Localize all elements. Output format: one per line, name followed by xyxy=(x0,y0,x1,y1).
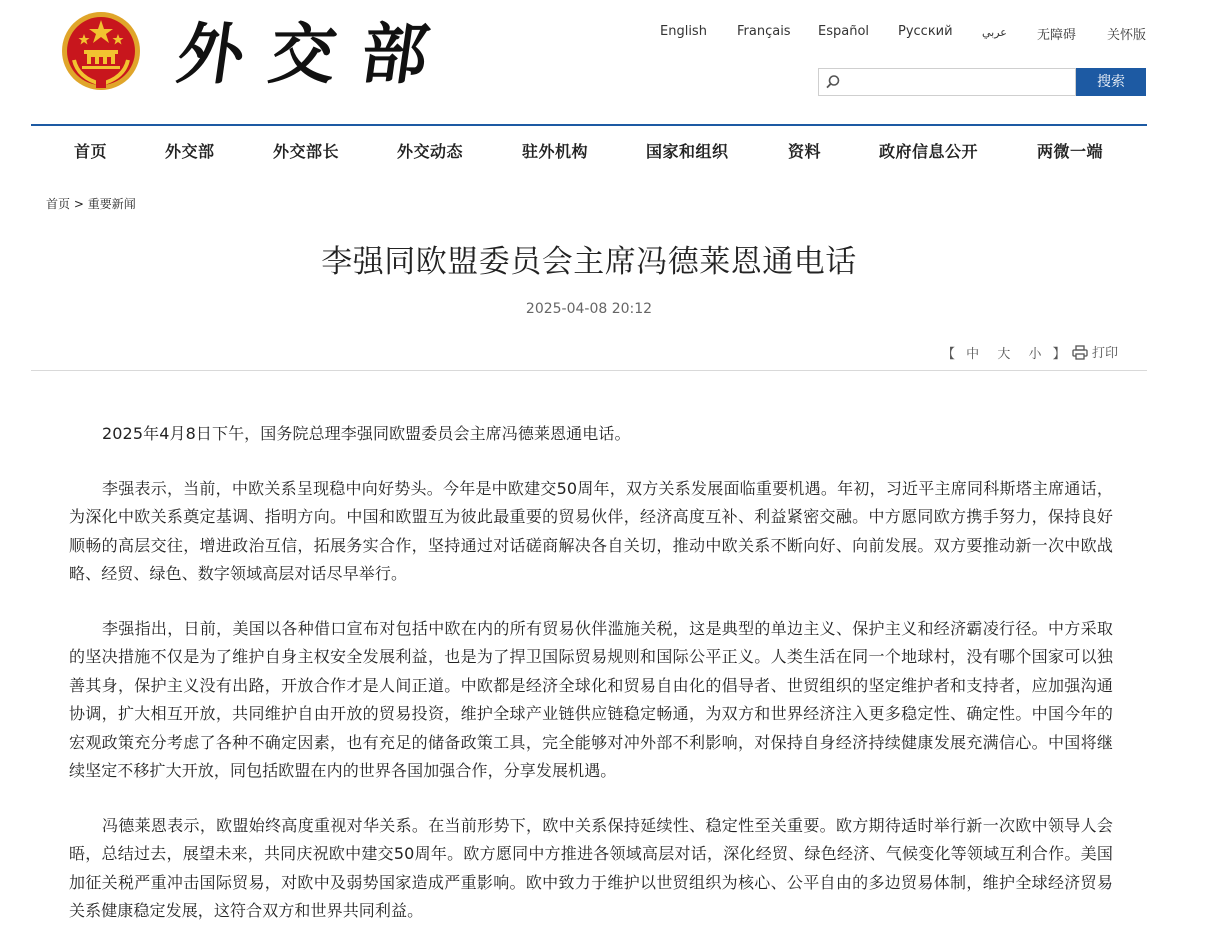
lang-spanish-link[interactable]: Español xyxy=(818,24,870,39)
nav-item-activities[interactable]: 外交动态 xyxy=(397,142,464,161)
lang-english-link[interactable]: English xyxy=(660,24,707,39)
main-nav xyxy=(0,139,1220,161)
print-label: 打印 xyxy=(1092,346,1119,361)
article-paragraph: 2025年4月8日下午，国务院总理李强同欧盟委员会主席冯德莱恩通电话。 xyxy=(102,424,631,443)
font-size-controls xyxy=(942,343,1066,362)
nav-item-missions[interactable]: 驻外机构 xyxy=(522,142,589,161)
lang-arabic-link[interactable]: عربي xyxy=(982,26,1007,39)
language-bar xyxy=(0,24,1220,44)
article-title: 李强同欧盟委员会主席冯德莱恩通电话 xyxy=(321,244,857,280)
search-box xyxy=(818,68,1076,96)
nav-item-social[interactable]: 两微一端 xyxy=(1037,142,1104,161)
nav-item-resources[interactable]: 资料 xyxy=(788,142,822,161)
lang-french-link[interactable]: Français xyxy=(737,24,791,39)
printer-icon xyxy=(1072,345,1088,360)
article-paragraph: 李强指出，日前，美国以各种借口宣布对包括中欧在内的所有贸易伙伴滥施关税，这是典型的单边主义、保护主义和经济霸凌行径。中方采取的坚决措施不仅是为了维护自身主权安全发展利益，也是为了捍卫国际贸易规则和国际公平正义。人类生活在同一个地球村，没有哪个国家可以独善其身，保护主义没有出路，开放合作才是人间正道。中欧都是经济全球化和贸易自由化的倡导者、世贸组织的坚定维护者和支持者，应加强沟通协调，扩大相互开放，共同维护自由开放的贸易投资，维护全球产业链供应链稳定畅通，为双方和世界经济注入更多稳定性、确定性。中国今年的宏观政策充分考虑了各种不确定因素，也有充足的储备政策工具，完全能够对冲外部不利影响，对保持自身经济持续健康发展充满信心。中国将继续坚定不移扩大开放，同包括欧盟在内的世界各国加强合作，分享发展机遇。 xyxy=(69,618,1113,780)
article-paragraph: 李强表示，当前，中欧关系呈现稳中向好势头。今年是中欧建交50周年，双方关系发展面临重要机遇。年初，习近平主席同科斯塔主席通话，为深化中欧关系奠定基调、指明方向。中国和欧盟互为彼此最重要的贸易伙伴，经济高度互补、利益紧密交融。中方愿同欧方携手努力，保持良好顺畅的高层交往，增进政治互信，拓展务实合作，坚持通过对话磋商解决各自关切，推动中欧关系不断向好、向前发展。双方要推动新一次中欧战略、经贸、绿色、数字领域高层对话尽早举行。 xyxy=(69,478,1113,583)
font-size-bracket-open: 【 xyxy=(942,347,956,362)
ministry-logo-text[interactable]: 外交部 xyxy=(172,15,460,93)
font-size-large-option[interactable]: 大 xyxy=(997,347,1011,362)
article-date: 2025-04-08 20:12 xyxy=(525,301,653,317)
breadcrumb-current-link[interactable]: 重要新闻 xyxy=(87,197,136,211)
font-size-bracket-close: 】 xyxy=(1052,347,1066,362)
accessibility-link[interactable]: 无障碍 xyxy=(1037,28,1077,43)
font-size-medium-option[interactable]: 中 xyxy=(966,347,980,362)
breadcrumb-separator: > xyxy=(73,197,84,211)
article-paragraph: 冯德莱恩表示，欧盟始终高度重视对华关系。在当前形势下，欧中关系保持延续性、稳定性至关重要。欧方期待适时举行新一次欧中领导人会晤，总结过去，展望未来，共同庆祝欧中建交50周年。欧方愿同中方推进各领域高层对话，深化经贸、绿色经济、气候变化等领域互利合作。美国加征关税严重冲击国际贸易，对欧中及弱势国家造成严重影响。欧中致力于维护以世贸组织为核心、公平自由的多边贸易体制，维护全球经济贸易关系健康稳定发展，这符合双方和世界共同利益。 xyxy=(69,815,1113,920)
care-mode-link[interactable]: 关怀版 xyxy=(1107,28,1147,43)
nav-item-gov-info[interactable]: 政府信息公开 xyxy=(879,142,979,161)
font-size-small-option[interactable]: 小 xyxy=(1028,347,1042,362)
print-button[interactable] xyxy=(1072,342,1118,361)
content-divider xyxy=(31,370,1147,371)
national-emblem-logo[interactable] xyxy=(60,10,142,92)
nav-item-minister[interactable]: 外交部长 xyxy=(273,142,340,161)
nav-item-countries[interactable]: 国家和组织 xyxy=(646,142,729,161)
breadcrumb-home-link[interactable]: 首页 xyxy=(46,197,71,211)
nav-top-divider xyxy=(31,124,1147,126)
nav-item-home[interactable]: 首页 xyxy=(74,142,108,161)
article-body xyxy=(69,420,1113,952)
lang-russian-link[interactable]: Русский xyxy=(898,24,953,39)
search-input[interactable] xyxy=(845,71,1075,95)
breadcrumb xyxy=(46,195,136,212)
search-button[interactable]: 搜索 xyxy=(1076,68,1146,96)
nav-item-ministry[interactable]: 外交部 xyxy=(165,142,215,161)
search-icon xyxy=(825,74,841,90)
